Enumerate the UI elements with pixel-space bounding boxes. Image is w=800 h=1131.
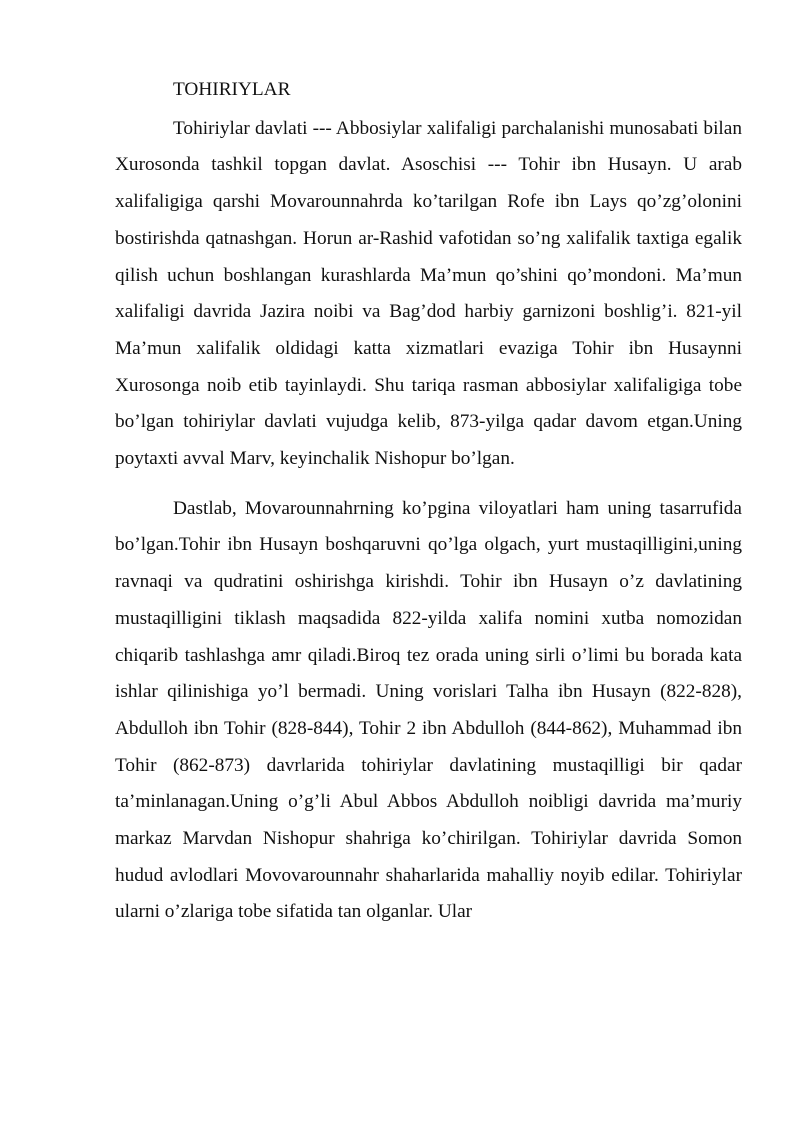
paragraph-2: Dastlab, Movarounnahrning ko’pgina viloyatlari ham uning tasarrufida bo’lgan.Tohir ibn Husayn boshqaruvni qo’lga olgach, yurt mustaqilligini,uning ravnaqi va qudratini oshirishga kirishdi. Tohir ibn Husayn o’z davlatining mustaqilligini tiklash maqsadida 822-yilda xalifa nomini xutba nomozidan chiqarib tashlashga amr qiladi.Biroq tez orada uning sirli o’limi bu borada kata ishlar qilinishiga yo’l bermadi. Uning vorislari Talha ibn Husayn (822-828), Abdulloh ibn Tohir (828-844), Tohir 2 ibn Abdulloh (844-862), Muhammad ibn Tohir (862-873) davrlarida tohiriylar davlatining mustaqilligi bir qadar ta’minlanagan.Uning o’g’li Abul Abbos Abdulloh noibligi davrida ma’muriy markaz Marvdan Nishopur shahriga ko’chirilgan. Tohiriylar davrida Somon hudud avlodlari Movovarounnahr shaharlarida mahalliy noyib edilar. Tohiriylar ularni o’zlariga tobe sifatida tan olganlar. Ular [115,497,742,923]
document-body [115,72,742,931]
document-heading: TOHIRIYLAR [173,79,291,100]
paragraph-1: Tohiriylar davlati --- Abbosiylar xalifaligi parchalanishi munosabati bilan Xurosonda tashkil topgan davlat. Asoschisi --- Tohir ibn Husayn. U arab xalifaligiga qarshi Movarounnahrda ko’tarilgan Rofe ibn Lays qo’zg’olonini bostirishda qatnashgan. Horun ar-Rashid vafotidan so’ng xalifalik taxtiga egalik qilish uchun boshlangan kurashlarda Ma’mun qo’shini qo’mondoni. Ma’mun xalifaligi davrida Jazira noibi va Bag’dod harbiy garnizoni boshlig’i. 821-yil Ma’mun xalifalik oldidagi katta xizmatlari evaziga Tohir ibn Husaynni Xurosonga noib etib tayinlaydi. Shu tariqa rasman abbosiylar xalifaligiga tobe bo’lgan tohiriylar davlati vujudga kelib, 873-yilga qadar davom etgan.Uning poytaxti avval Marv, keyinchalik Nishopur bo’lgan. [115,117,742,470]
